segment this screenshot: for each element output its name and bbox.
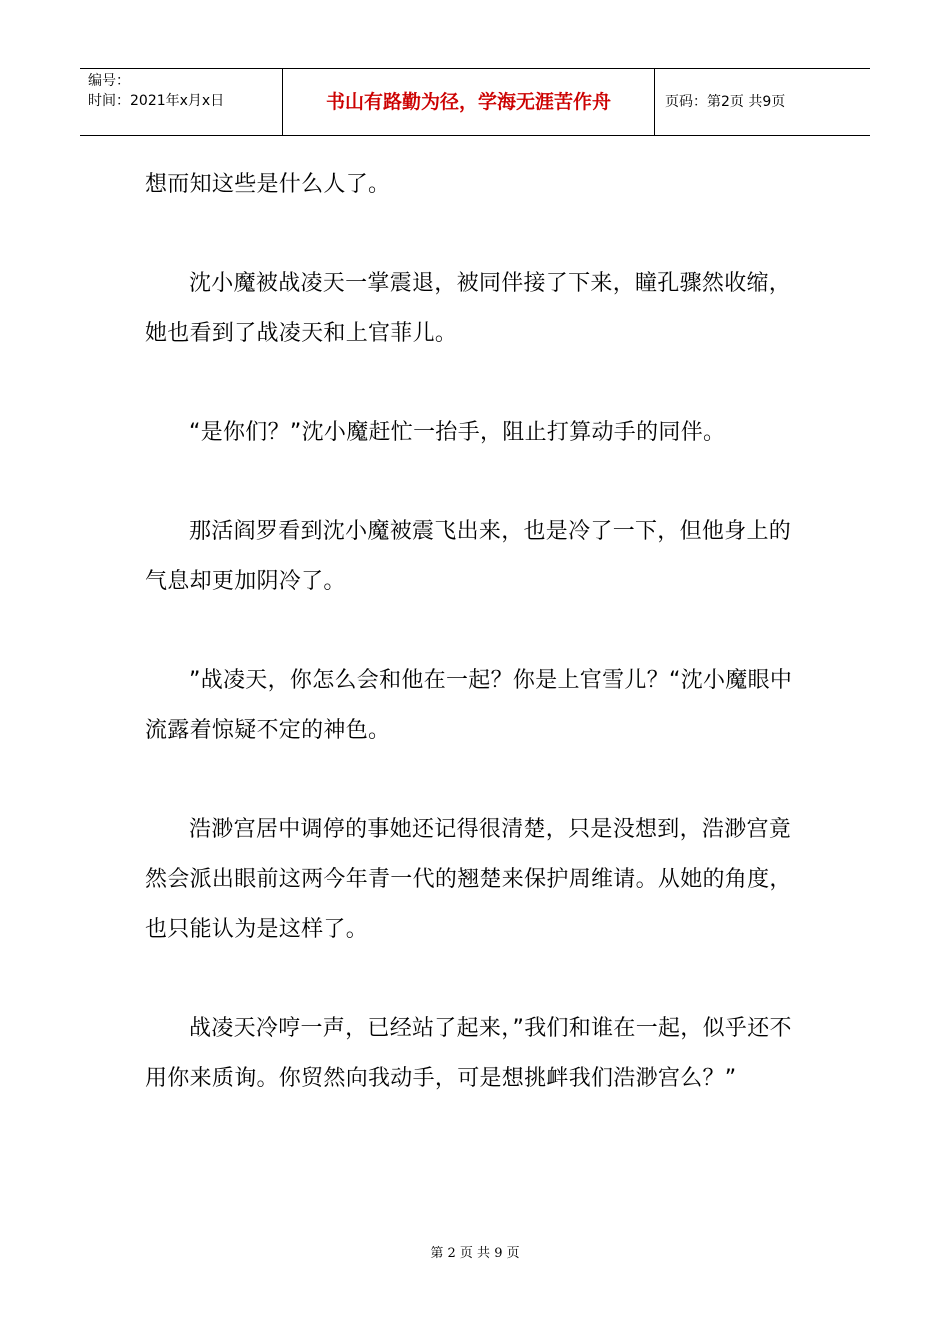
page-footer: 第 2 页 共 9 页 xyxy=(430,1246,520,1261)
paragraph: ”战凌天，你怎么会和他在一起？你是上官雪儿？“沈小魔眼中流露着惊疑不定的神色。 xyxy=(145,668,793,743)
date-label: 时间：2021年x月x日 xyxy=(88,93,225,109)
document-body xyxy=(145,160,810,1153)
paragraph: 沈小魔被战凌天一掌震退，被同伴接了下来，瞳孔骤然收缩，她也看到了战凌天和上官菲儿。 xyxy=(145,271,792,346)
paragraph: 想而知这些是什么人了。 xyxy=(145,172,391,197)
header-meta-cell xyxy=(80,69,283,135)
header-page-info: 页码：第2页 共9页 xyxy=(665,94,786,110)
document-header xyxy=(80,68,870,136)
paragraph: “是你们？”沈小魔赶忙一抬手，阻止打算动手的同伴。 xyxy=(189,420,726,445)
header-motto: 书山有路勤为径，学海无涯苦作舟 xyxy=(283,69,655,135)
paragraph: 那活阎罗看到沈小魔被震飞出来，也是冷了一下，但他身上的气息却更加阴冷了。 xyxy=(145,519,792,594)
paragraph: 战凌天冷哼一声，已经站了起来，”我们和谁在一起，似乎还不用你来质询。你贸然向我动手，可是想挑衅我们浩渺宫么？” xyxy=(145,1016,792,1091)
paragraph: 浩渺宫居中调停的事她还记得很清楚，只是没想到，浩渺宫竟然会派出眼前这两今年青一代的翘楚来保护周维请。从她的角度，也只能认为是这样了。 xyxy=(145,817,792,942)
number-label: 编号： xyxy=(88,73,130,89)
